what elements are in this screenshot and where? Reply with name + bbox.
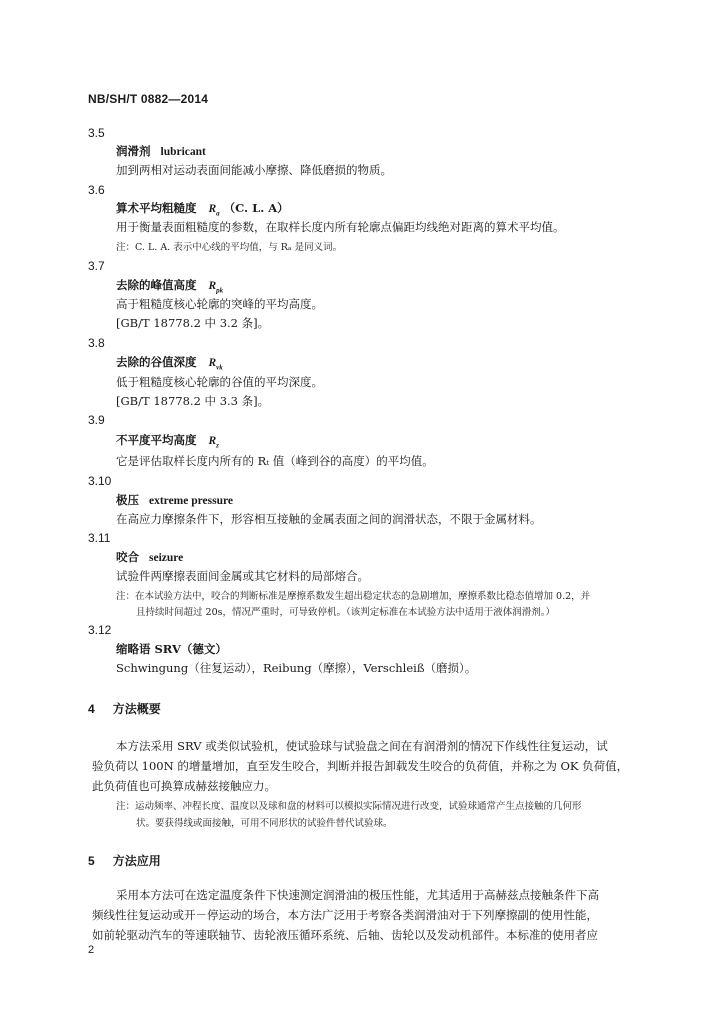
clause-number: 3.5 <box>88 126 105 140</box>
symbol-letter: R <box>208 203 217 215</box>
term-note: 注：C. L. A. 表示中心线的平均值，与 Rₐ 是同义词。 <box>116 242 343 253</box>
section-note: 注：运动频率、冲程长度、温度以及球和盘的材料可以模拟实际情况进行改变，试验球通常产生点接触的几何形 <box>116 801 582 812</box>
page-number: 2 <box>88 944 95 956</box>
term-reference: [GB/T 18778.2 中 3.3 条]。 <box>116 394 270 408</box>
clause-number: 3.9 <box>88 413 105 427</box>
term-cn: 极压 <box>116 493 139 507</box>
section-note-continued: 状。要获得线或面接触，可用不同形状的试验件替代试验球。 <box>136 818 393 829</box>
term-definition: 试验件两摩擦表面间金属或其它材料的局部熔合。 <box>116 569 369 583</box>
term-title <box>116 277 223 294</box>
symbol-subscript: pk <box>216 286 224 295</box>
term-note-continued: 且持续时间超过 20s，情况严重时，可导致停机。（该判定标准在本试验方法中适用于液体润滑剂。） <box>136 607 555 618</box>
clause-number: 3.11 <box>88 531 111 545</box>
paragraph-line: 本方法采用 SRV 或类似试验机，使试验球与试验盘之间在有润滑剂的情况下作线性往复运动，试 <box>116 739 608 753</box>
term-cn: 去除的谷值深度 <box>116 355 197 369</box>
paragraph-line: 此负荷值也可换算成赫兹接触应力。 <box>92 779 276 793</box>
paragraph-line: 频线性往复运动或开－停运动的场合，本方法广泛用于考察各类润滑油对于下列摩擦副的使用性能， <box>92 908 598 922</box>
symbol-letter: R <box>208 435 217 447</box>
standard-code: NB/SH/T 0882—2014 <box>88 92 209 106</box>
term-title <box>116 492 233 508</box>
term-extra: （C. L. A） <box>223 201 289 215</box>
term-title <box>116 143 206 159</box>
term-symbol <box>208 357 223 372</box>
symbol-letter: R <box>208 280 217 292</box>
term-symbol <box>208 203 220 218</box>
term-definition: 高于粗糙度核心轮廓的突峰的平均高度。 <box>116 297 323 311</box>
section-number: 5 <box>88 854 95 868</box>
term-symbol <box>208 280 224 295</box>
paragraph-line: 采用本方法可在选定温度条件下快速测定润滑油的极压性能，尤其适用于高赫兹点接触条件下高 <box>116 888 599 902</box>
symbol-letter: R <box>208 357 217 369</box>
term-cn: 咬合 <box>116 550 139 564</box>
symbol-subscript: vk <box>216 363 223 372</box>
paragraph-line: 验负荷以 100N 的增量增加，直至发生咬合，判断并报告卸载发生咬合的负荷值，并称之为 OK 负荷值， <box>92 759 629 773</box>
term-definition: 它是评估取样长度内所有的 Rₜ 值（峰到谷的高度）的平均值。 <box>116 454 434 468</box>
section-title: 方法应用 <box>112 854 161 868</box>
term-symbol <box>208 435 219 450</box>
section-title: 方法概要 <box>112 702 161 716</box>
term-definition: 加到两相对运动表面间能减小摩擦、降低磨损的物质。 <box>116 163 392 177</box>
clause-number: 3.8 <box>88 336 105 350</box>
term-definition: 低于粗糙度核心轮廓的谷值的平均深度。 <box>116 375 323 389</box>
term-definition: 用于衡量表面粗糙度的参数，在取样长度内所有轮廓点偏距均线绝对距离的算术平均值。 <box>116 220 565 234</box>
term-title <box>116 354 223 371</box>
term-en: lubricant <box>160 146 206 158</box>
section-number: 4 <box>88 702 95 716</box>
term-definition: 在高应力摩擦条件下，形容相互接触的金属表面之间的润滑状态，不限于金属材料。 <box>116 512 542 526</box>
term-reference: [GB/T 18778.2 中 3.2 条]。 <box>116 316 270 330</box>
section-heading <box>88 852 161 869</box>
term-title <box>116 200 289 217</box>
term-title: 缩略语 SRV（德文） <box>116 642 227 656</box>
term-cn: 算术平均粗糙度 <box>116 201 197 215</box>
section-heading <box>88 700 161 717</box>
term-title <box>116 432 219 449</box>
clause-number: 3.10 <box>88 474 112 488</box>
clause-number: 3.12 <box>88 623 112 637</box>
term-cn: 润滑剂 <box>116 144 151 158</box>
clause-number: 3.7 <box>88 259 105 273</box>
term-cn: 去除的峰值高度 <box>116 278 197 292</box>
paragraph-line: 如前轮驱动汽车的等速联轴节、齿轮液压循环系统、后轴、齿轮以及发动机部件。本标准的使用者应 <box>92 928 598 942</box>
term-en: extreme pressure <box>149 495 233 507</box>
term-definition: Schwingung（往复运动），Reibung（摩擦），Verschleiß（磨损）。 <box>116 661 477 675</box>
symbol-subscript: a <box>216 209 220 218</box>
term-cn: 不平度平均高度 <box>116 433 197 447</box>
symbol-subscript: z <box>216 441 219 450</box>
clause-number: 3.6 <box>88 183 105 197</box>
term-note: 注：在本试验方法中，咬合的判断标准是摩擦系数发生超出稳定状态的急剧增加，摩擦系数比稳态值增加 0.2，并 <box>116 591 591 602</box>
term-title <box>116 549 183 565</box>
term-en: seizure <box>149 552 184 564</box>
